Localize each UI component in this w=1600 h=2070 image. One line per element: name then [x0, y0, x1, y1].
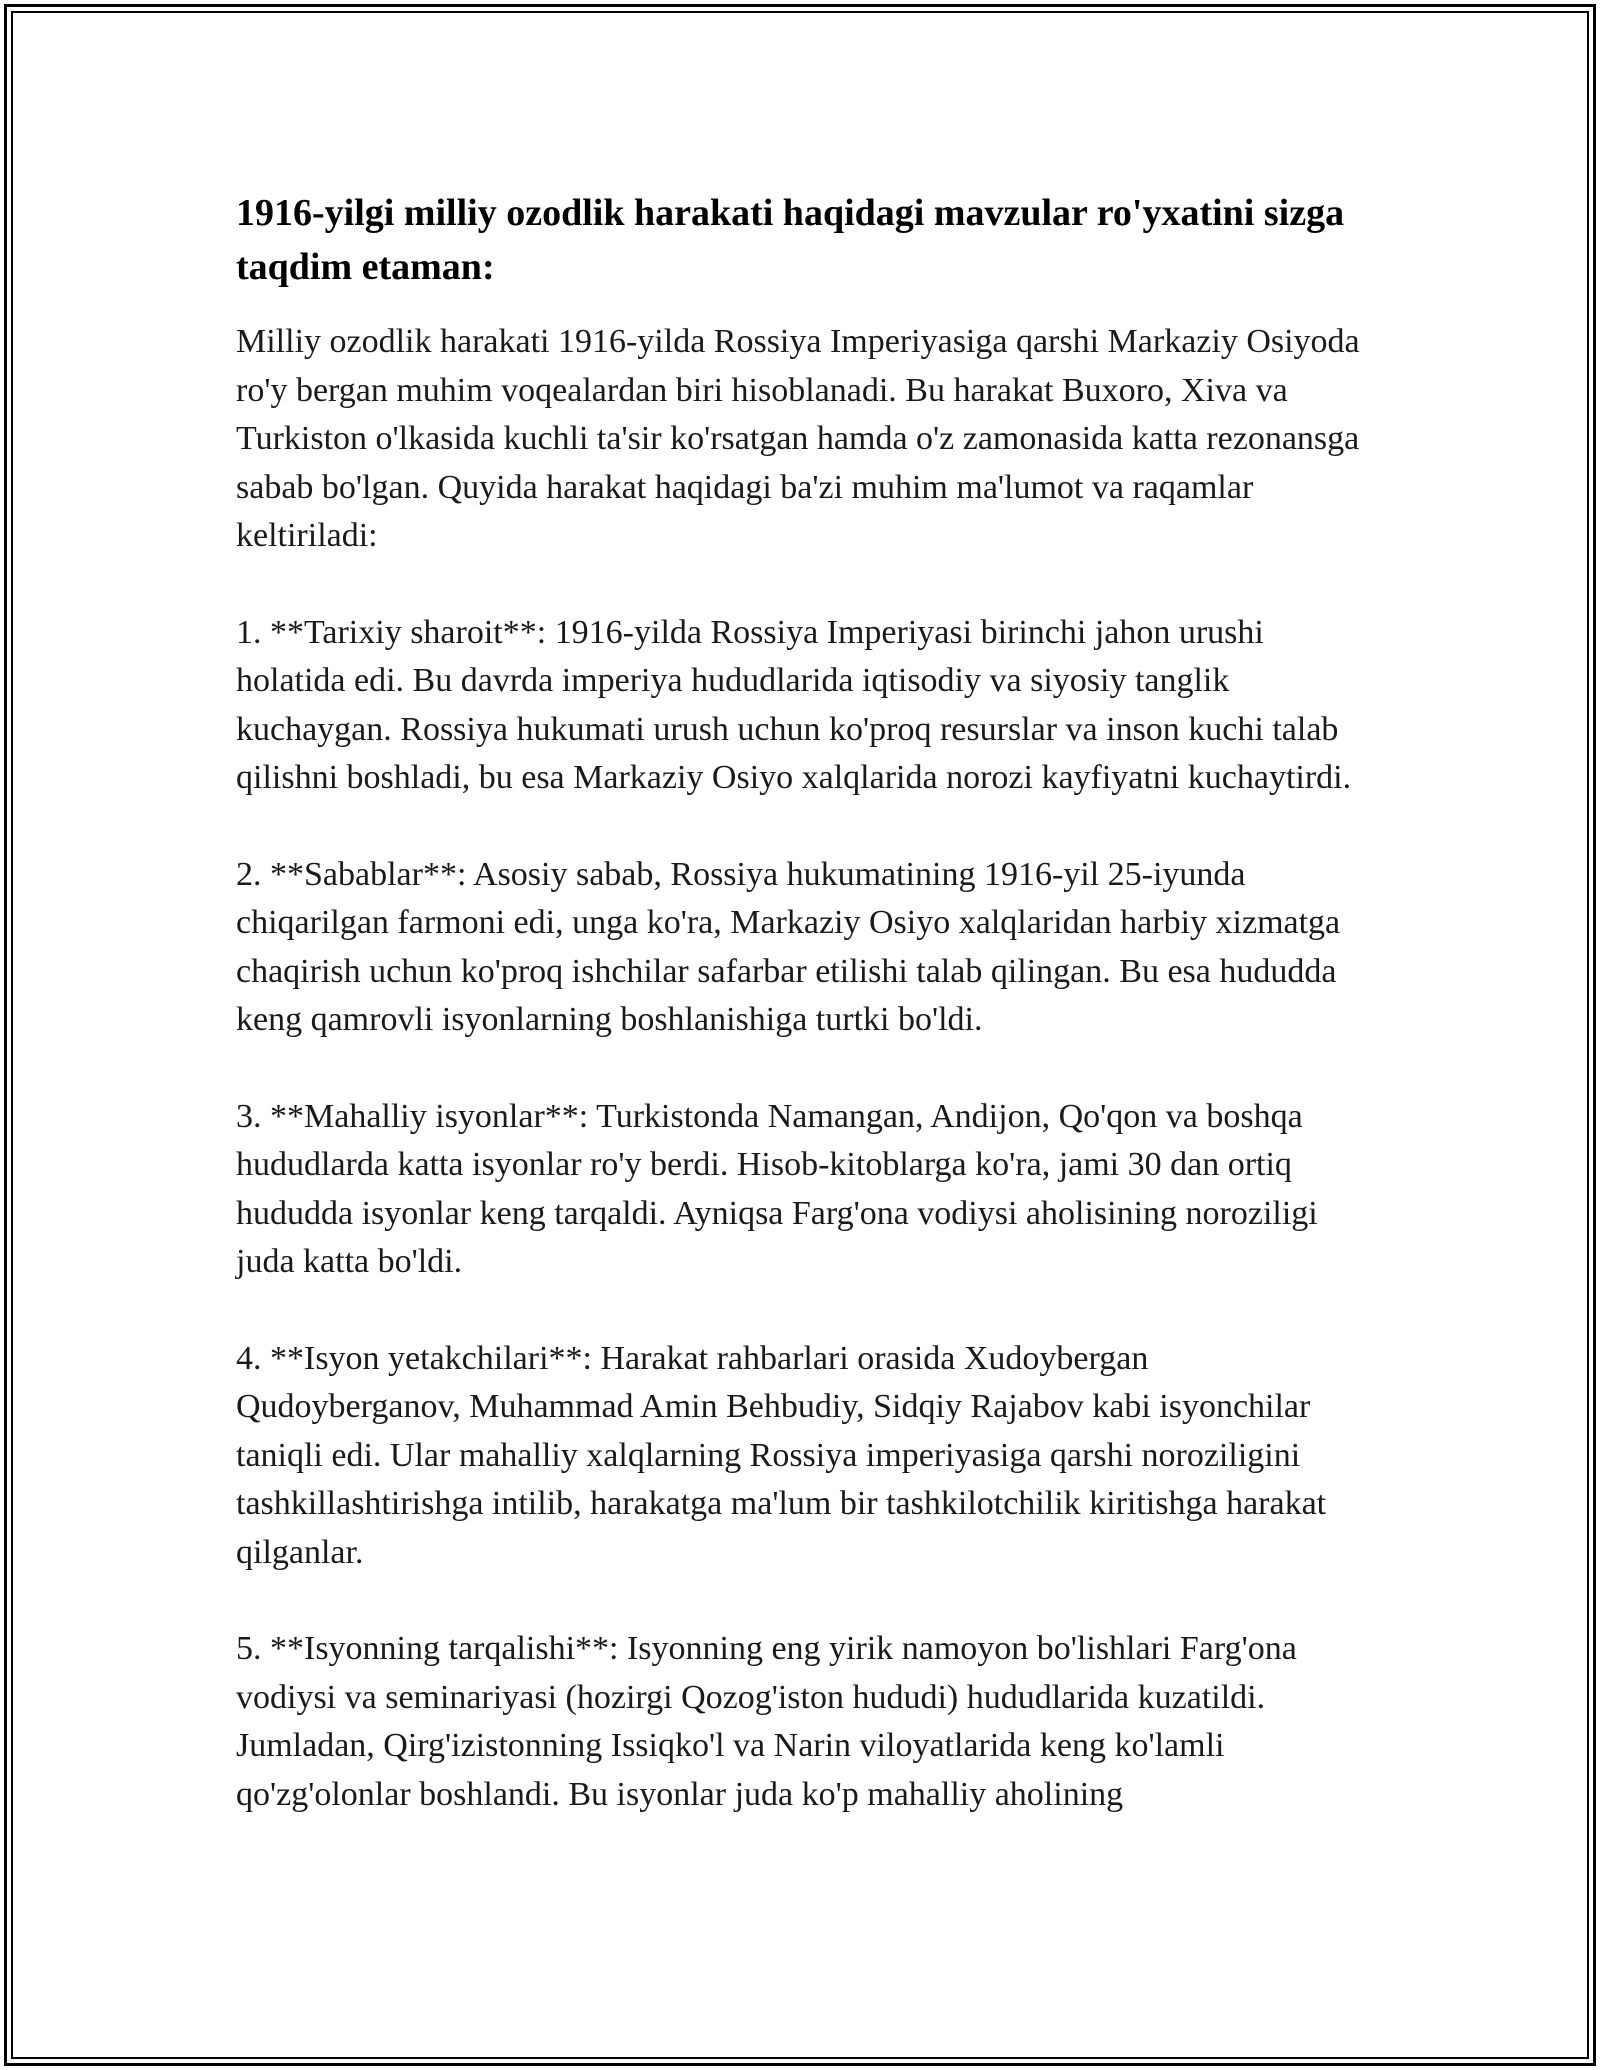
list-item: 1. **Tarixiy sharoit**: 1916-yilda Rossiya Imperiyasi birinchi jahon urushi holatida edi. Bu davrda imperiya hududlarida iqtisodiy va siyosiy tanglik kuchaygan. Rossiya hukumati urush uchun ko'proq resurslar va inson kuchi talab qilishni boshladi, bu esa Markaziy Osiyo xalqlarida norozi kayfiyatni kuchaytirdi.: [236, 613, 1352, 796]
document-title: 1916-yilgi milliy ozodlik harakati haqidagi mavzular ro'yxatini sizga taqdim etaman:: [236, 192, 1345, 288]
intro-paragraph: Milliy ozodlik harakati 1916-yilda Rossiya Imperiyasiga qarshi Markaziy Osiyoda ro'y bergan muhim voqealardan biri hisoblanadi. Bu harakat Buxoro, Xiva va Turkiston o'lkasida kuchli ta'sir ko'rsatgan hamda o'z zamonasida katta rezonansga sabab bo'lgan. Quyida harakat haqidagi ba'zi muhim ma'lumot va raqamlar keltiriladi:: [236, 323, 1360, 554]
list-item: 2. **Sabablar**: Asosiy sabab, Rossiya hukumatining 1916-yil 25-iyunda chiqarilgan farmoni edi, unga ko'ra, Markaziy Osiyo xalqlaridan harbiy xizmatga chaqirish uchun ko'proq ishchilar safarbar etilishi talab qilingan. Bu esa hududda keng qamrovli isyonlarning boshlanishiga turtki bo'ldi.: [236, 855, 1341, 1038]
list-item: 5. **Isyonning tarqalishi**: Isyonning eng yirik namoyon bo'lishlari Farg'ona vodiysi va seminariyasi (hozirgi Qozog'iston hududi) hududlarida kuzatildi. Jumladan, Qirg'izistonning Issiqko'l va Narin viloyatlarida keng ko'lamli qo'zg'olonlar boshlandi. Bu isyonlar juda ko'p mahalliy aholining: [236, 1630, 1297, 1813]
list-item: 4. **Isyon yetakchilari**: Harakat rahbarlari orasida Xudoybergan Qudoyberganov, Muhammad Amin Behbudiy, Sidqiy Rajabov kabi isyonchilar taniqli edi. Ular mahalliy xalqlarning Rossiya imperiyasiga qarshi noroziligini tashkillashtirishga intilib, harakatga ma'lum bir tashkilotchilik kiritishga harakat qilganlar.: [236, 1339, 1327, 1571]
list-item: 3. **Mahalliy isyonlar**: Turkistonda Namangan, Andijon, Qo'qon va boshqa hududlarda katta isyonlar ro'y berdi. Hisob-kitoblarga ko'ra, jami 30 dan ortiq hududda isyonlar keng tarqaldi. Ayniqsa Farg'ona vodiysi aholisining noroziligi juda katta bo'ldi.: [236, 1097, 1318, 1280]
document-body: [236, 186, 1366, 1867]
